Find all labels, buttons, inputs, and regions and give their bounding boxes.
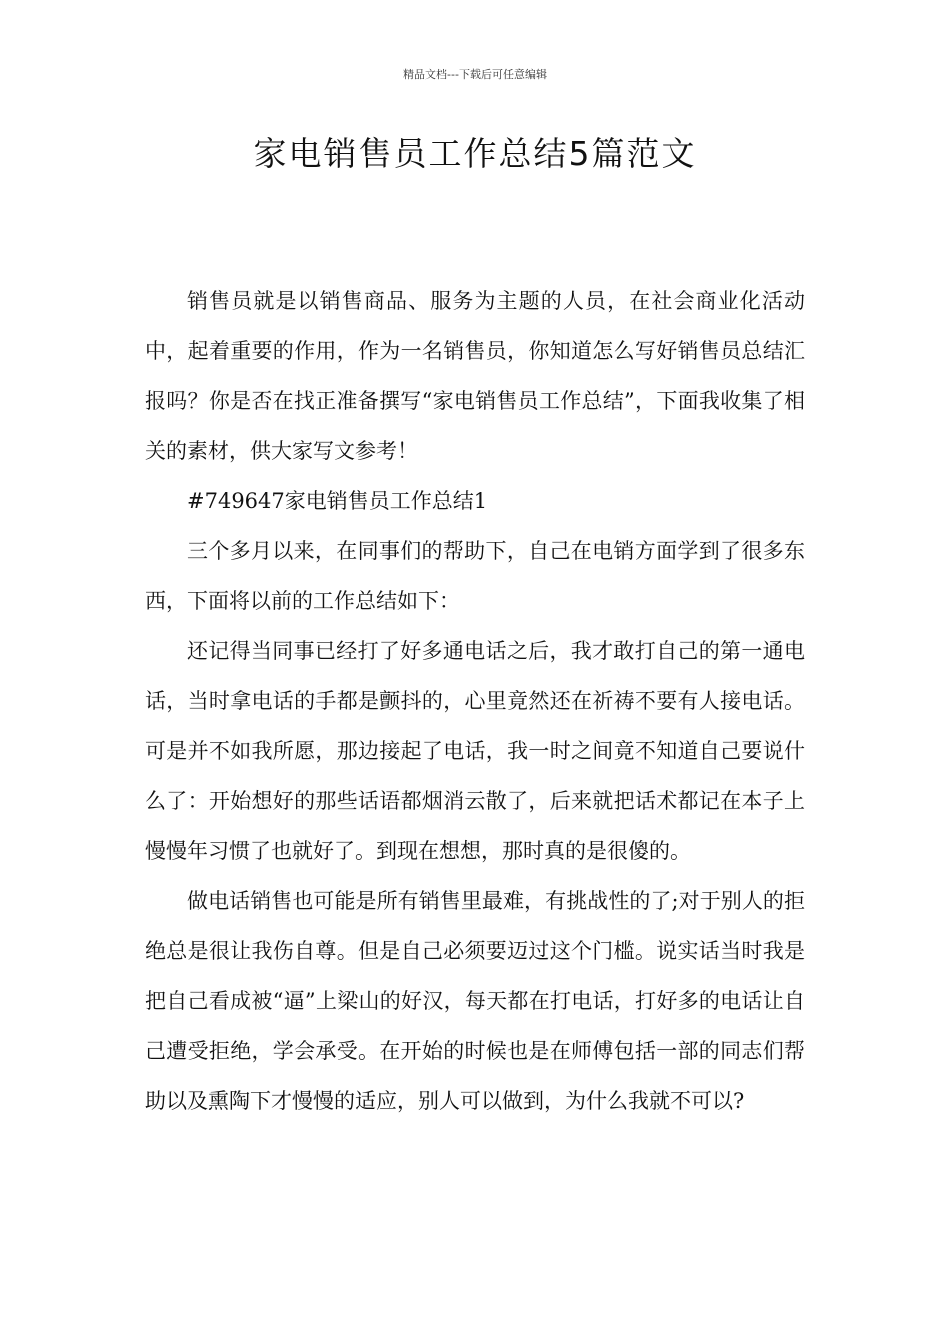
document-title: 家电销售员工作总结5篇范文: [253, 134, 697, 173]
section-heading: #749647家电销售员工作总结1: [187, 489, 488, 513]
paragraph: 三个多月以来，在同事们的帮助下，自己在电销方面学到了很多东西，下面将以前的工作总结如下：: [145, 539, 805, 613]
header-note: 精品文档---下载后可任意编辑: [403, 68, 547, 81]
paragraph: 做电话销售也可能是所有销售里最难，有挑战性的了;对于别人的拒绝总是很让我伤自尊。但是自己必须要迈过这个门槛。说实话当时我是把自己看成被“逼”上梁山的好汉，每天都在打电话，打好多的电话让自己遭受拒绝，学会承受。在开始的时候也是在师傅包括一部的同志们帮助以及熏陶下才慢慢的适应，别人可以做到，为什么我就不可以?: [145, 889, 805, 1113]
paragraph-intro: 销售员就是以销售商品、服务为主题的人员，在社会商业化活动中，起着重要的作用，作为一名销售员，你知道怎么写好销售员总结汇报吗？你是否在找正准备撰写“家电销售员工作总结”，下面我收集了相关的素材，供大家写文参考！: [145, 289, 805, 463]
paragraph: 还记得当同事已经打了好多通电话之后，我才敢打自己的第一通电话，当时拿电话的手都是颤抖的，心里竟然还在祈祷不要有人接电话。可是并不如我所愿，那边接起了电话，我一时之间竟不知道自己要说什么了：开始想好的那些话语都烟消云散了，后来就把话术都记在本子上慢慢年习惯了也就好了。到现在想想，那时真的是很傻的。: [145, 639, 805, 863]
document-body: [145, 276, 805, 1126]
